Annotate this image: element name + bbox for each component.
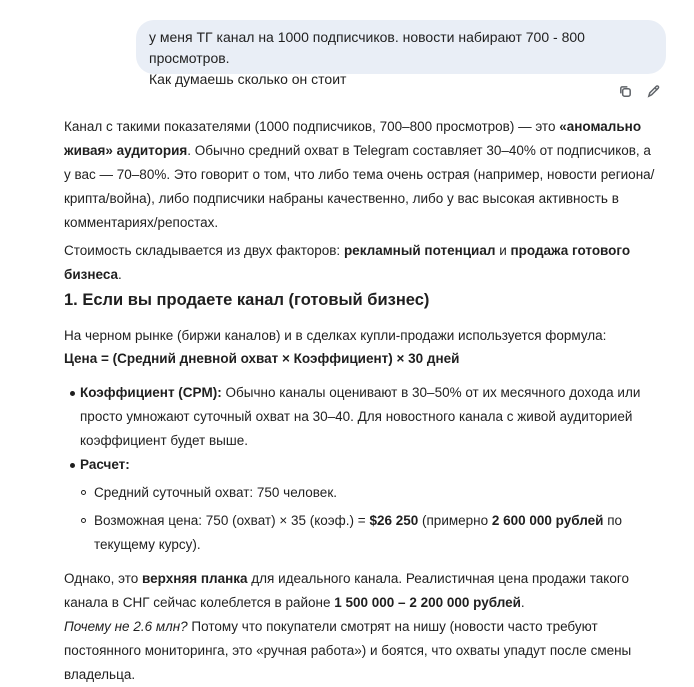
text: для идеального канала. Реалистичная цена продажи такого канала в СНГ сейчас колеблется в районе [64,571,630,610]
bold-text: продажа готового бизнеса [64,243,631,282]
formula-intro: На черном рынке (биржи каналов) и в сделках купли-продажи используется формула: [64,328,607,343]
circle-bullet-icon [81,490,86,495]
bold-text: 1 500 000 – 2 200 000 рублей [334,595,521,610]
text: Потому что покупатели смотрят на нишу (новости часто требуют постоянного мониторинга, это «ручная работа») и боятся, что охваты упадут после смены владельца. [64,619,632,682]
user-message-bubble [136,20,666,87]
copy-button[interactable] [616,82,634,100]
text: . [118,267,122,282]
bold-text: Коэффициент (CPM): [80,385,222,400]
circle-bullet-icon [81,518,86,523]
user-message-line: Как думаешь сколько он стоит [149,71,347,87]
text: Возможная цена: 750 (охват) × 35 (коэф.) = [94,513,370,528]
bold-text: верхняя планка [142,571,248,586]
copy-icon [618,84,633,99]
user-message-line: у меня ТГ канал на 1000 подписчиков. новости набирают 700 - 800 просмотров. [149,29,585,66]
text: (примерно [418,513,492,528]
edit-button[interactable] [644,82,662,100]
bullet-icon [70,463,75,468]
text: и [495,243,511,258]
sub-list-item [94,481,656,505]
bold-text: Расчет: [80,457,130,472]
text: Однако, это [64,571,142,586]
message-actions [616,82,662,100]
text: Обычно каналы оценивают в 30–50% от их месячного дохода или просто умножают суточный охват на 30–40. Для новостного канала с живой аудиторией коэффициент будет выше. [80,385,641,448]
bullet-icon [70,391,75,396]
text: по текущему курсу). [94,513,623,552]
bold-text: рекламный потенциал [343,243,496,258]
section-heading: 1. Если вы продаете канал (готовый бизнес) [64,291,430,309]
edit-icon [646,84,661,99]
bold-text: $26 250 [369,513,419,528]
text: . Обычно средний охват в Telegram составляет 30–40% от подписчиков, а у вас — 70–80%. Это говорит о том, что либо тема очень острая (например, новости региона/крипта/война), либо подписчики набраны качественно, либо у вас высокая активность в комментариях/репостах. [64,143,655,230]
text: Стоимость складывается из двух факторов: [64,243,344,258]
formula: Цена = (Средний дневной охват × Коэффициент) × 30 дней [64,351,460,366]
sub-list-item [94,509,656,557]
bold-text: «аномально живая» аудитория [64,119,642,158]
text: . [520,595,525,610]
factors-paragraph [64,239,656,287]
italic-text: Почему не 2.6 млн? [64,619,188,634]
intro-paragraph [64,115,656,235]
list-item [80,453,656,477]
text: Средний суточный охват: 750 человек. [94,485,337,500]
conclusion-paragraph [64,567,664,687]
list-item [80,381,656,453]
text: Канал с такими показателями (1000 подписчиков, 700–800 просмотров) — это [64,119,560,134]
bold-text: 2 600 000 рублей [491,513,604,528]
